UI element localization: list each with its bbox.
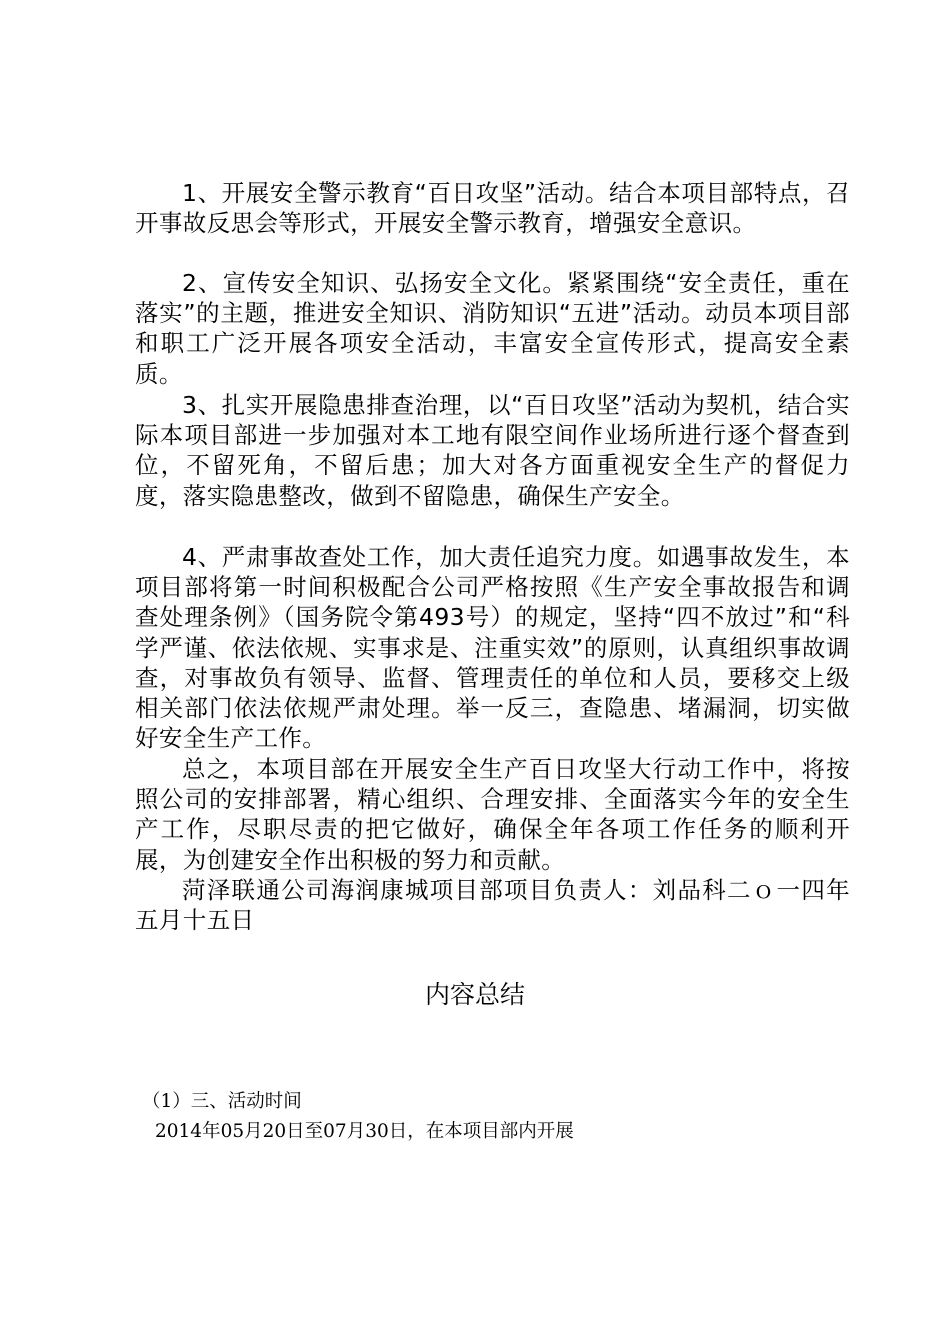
paragraph-conclusion: 总之，本项目部在开展安全生产百日攻坚大行动工作中，将按照公司的安排部署，精心组织、合理安排、全面落实今年的安全生产工作，尽职尽责的把它做好，确保全年各项工作任务的顺利开展，为创建安全作出积极的努力和贡献。 xyxy=(135,755,850,874)
paragraph-accident-investigation: 4、严肃事故查处工作，加大责任追究力度。如遇事故发生，本项目部将第一时间积极配合公司严格按照《生产安全事故报告和调查处理条例》（国务院令第493号）的规定，坚持“四不放过”和“科学严谨、依法依规、实事求是、注重实效”的原则，认真组织事故调查，对事故负有领导、监督、管理责任的单位和人员，要移交上级相关部门依法依规严肃处理。举一反三，查隐患、堵漏洞，切实做好安全生产工作。 xyxy=(135,543,850,753)
signature-line: 菏泽联通公司海润康城项目部项目负责人：刘品科二ｏ一四年五月十五日 xyxy=(135,876,850,935)
paragraph-warning-education: 1、开展安全警示教育“百日攻坚”活动。结合本项目部特点，召开事故反思会等形式，开展安全警示教育，增强安全意识。 xyxy=(135,179,850,238)
paragraph-hazard-inspection: 3、扎实开展隐患排查治理，以“百日攻坚”活动为契机，结合实际本项目部进一步加强对本工地有限空间作业场所进行逐个督查到位，不留死角，不留后患；加大对各方面重视安全生产的督促力度，落实隐患整改，做到不留隐患，确保生产安全。 xyxy=(135,391,850,510)
paragraph-safety-culture: 2、宣传安全知识、弘扬安全文化。紧紧围绕“安全责任，重在落实”的主题，推进安全知识、消防知识“五进”活动。动员本项目部和职工广泛开展各项安全活动，丰富安全宣传形式，提高安全素质。 xyxy=(135,269,850,388)
summary-item-heading: （1）三、活动时间 xyxy=(142,1091,302,1112)
summary-title: 内容总结 xyxy=(424,980,525,1009)
summary-item-text: 2014年05月20日至07月30日，在本项目部内开展 xyxy=(155,1121,574,1142)
